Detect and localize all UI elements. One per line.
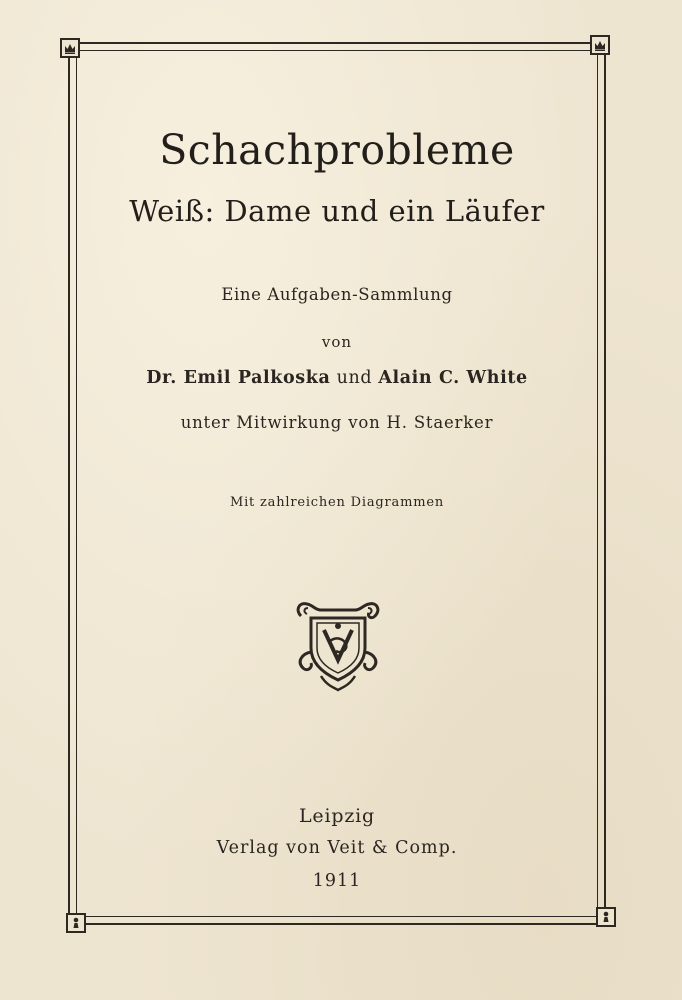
authors-line — [76, 368, 598, 388]
collaboration-line: unter Mitwirkung von H. Staerker — [180, 413, 494, 432]
by-line: von — [321, 333, 353, 351]
book-title: Schachprobleme — [159, 126, 515, 174]
diagrams-note: Mit zahlreichen Diagrammen — [229, 495, 444, 510]
corner-pawn-icon-bottom-right — [596, 907, 616, 927]
author-1: Dr. Emil Palkoska — [146, 368, 331, 388]
inner-border — [76, 50, 598, 917]
corner-crown-icon-top-left — [60, 38, 80, 58]
corner-pawn-icon-bottom-left — [66, 913, 86, 933]
corner-crown-icon-top-right — [590, 35, 610, 55]
publisher-crest-icon — [291, 596, 385, 692]
author-2: Alain C. White — [378, 368, 528, 388]
publication-year: 1911 — [312, 871, 362, 891]
publisher-name: Verlag von Veit & Comp. — [216, 838, 458, 858]
authors-conjunction: und — [336, 368, 373, 388]
book-subtitle: Weiß: Dame und ein Läufer — [129, 194, 545, 228]
publication-place: Leipzig — [299, 805, 375, 827]
collection-note: Eine Aufgaben-Sammlung — [221, 285, 453, 304]
